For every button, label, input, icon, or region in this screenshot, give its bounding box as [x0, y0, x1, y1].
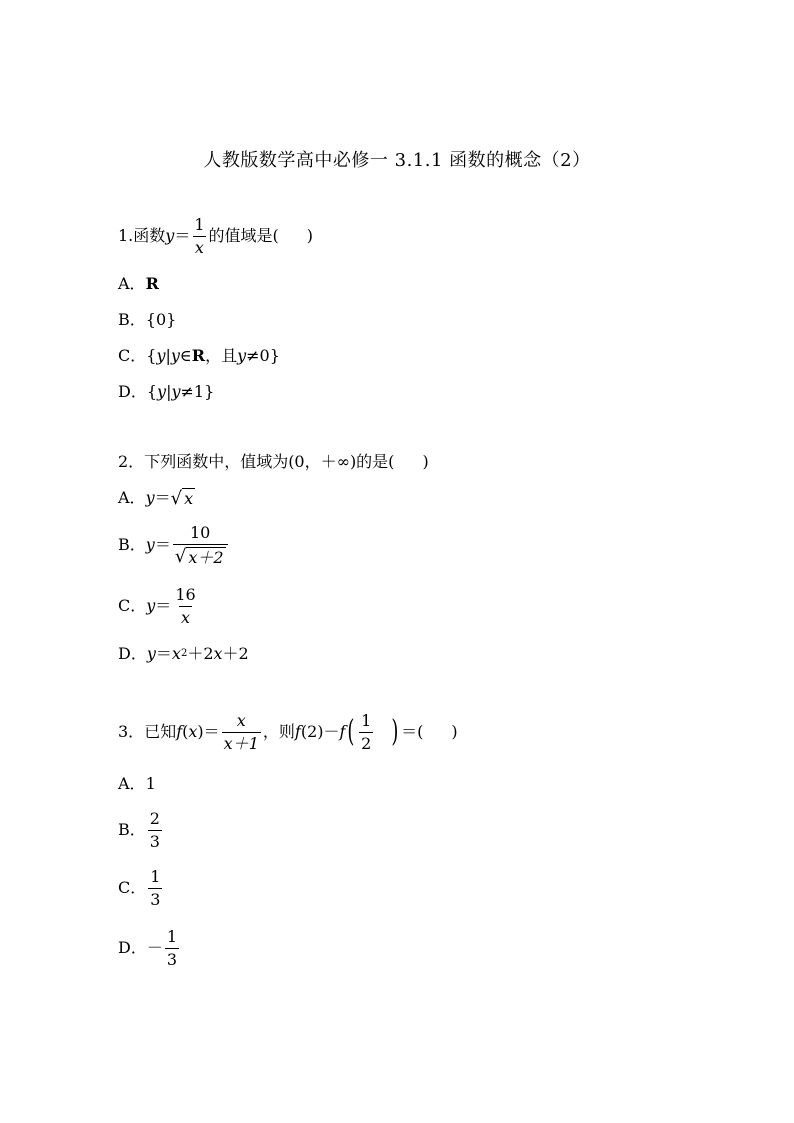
- q1-option-a-text: R: [145, 274, 159, 293]
- q1-frac-num: 1: [194, 215, 205, 234]
- q1-option-c-bar: |: [165, 346, 171, 365]
- q2-option-b-eq: ＝: [154, 535, 171, 555]
- q3-left-paren: (: [347, 714, 355, 750]
- q3-stem-pre: 已知: [144, 722, 177, 742]
- radical-icon: √: [170, 487, 183, 509]
- q3-option-b-num: 2: [149, 809, 160, 828]
- q3-arg2: (2): [300, 722, 324, 742]
- q3-half-fraction: [359, 712, 373, 752]
- q3-option-b-den: 3: [149, 831, 160, 851]
- q3-option-d-num: 1: [166, 927, 178, 946]
- q2-option-b-fraction: [173, 524, 228, 566]
- q1-option-a: [118, 276, 159, 292]
- q2-option-c-eq: ＝: [155, 596, 172, 616]
- q3-option-d-label: D．: [118, 938, 147, 958]
- q3-option-c-num: 1: [150, 867, 161, 886]
- q2-option-d-eq: ＝: [155, 644, 172, 663]
- q2-option-c-den: x: [180, 607, 190, 627]
- q3-half-den: 2: [361, 733, 372, 753]
- q3-option-a: [118, 776, 156, 792]
- q2-option-b-den-wrap: [173, 544, 228, 567]
- q2-stem-text: 下列函数中，值域为(0，＋∞)的是(: [144, 452, 395, 471]
- q2-option-c-y: y: [146, 596, 156, 616]
- q3-f1: f: [176, 722, 183, 742]
- q2-option-b-den: x＋2: [188, 547, 224, 567]
- q1-option-c-ne: ≠0}: [246, 346, 280, 365]
- q3-number: 3．: [118, 722, 145, 742]
- q3-minus: －: [323, 722, 340, 742]
- q1-option-c-brace: {: [146, 346, 157, 365]
- q2-option-a-label: A．: [118, 487, 146, 507]
- q1-option-d: [118, 384, 214, 400]
- q1-option-c-label: C．: [118, 346, 147, 365]
- q2-option-c-label: C．: [118, 596, 147, 616]
- q1-option-b: [118, 312, 176, 328]
- q3-frac-num: x: [236, 711, 246, 730]
- q2-option-a-y: y: [145, 487, 155, 507]
- q3-stem: [118, 712, 458, 752]
- q3-frac-den: x＋1: [223, 733, 259, 753]
- q1-option-d-y2: y: [171, 382, 181, 401]
- q1-option-c-mid: ，且: [205, 346, 238, 365]
- q1-option-c-R: R: [191, 346, 206, 365]
- q2-option-a-eq: ＝: [154, 487, 171, 507]
- q1-option-d-bar: |: [166, 382, 172, 401]
- q3-option-c-fraction: [148, 868, 162, 908]
- q2-option-c: [118, 586, 200, 626]
- q2-option-a-sqrt: [171, 488, 196, 508]
- q2-option-a-radicand: x: [184, 489, 194, 508]
- q2-option-d-y: y: [146, 644, 156, 663]
- q3-option-d-den: 3: [166, 949, 178, 969]
- q3-right-paren: ): [391, 714, 399, 750]
- q1-option-d-label: D．: [118, 382, 147, 401]
- q2-option-d-tail: ＋2: [222, 644, 249, 663]
- q2-option-b-y: y: [145, 535, 155, 555]
- q3-f3: f: [339, 722, 346, 742]
- q3-fraction: [222, 712, 261, 752]
- q1-option-c-y1: y: [156, 346, 166, 365]
- q1-number: 1.: [118, 226, 134, 246]
- page-title: 人教版数学高中必修一 3.1.1 函数的概念（2）: [203, 150, 591, 171]
- q1-option-a-label: A．: [118, 274, 146, 293]
- q2-option-d-label: D．: [118, 644, 147, 663]
- q3-option-b-label: B．: [118, 820, 146, 840]
- q3-option-c: [118, 868, 164, 908]
- q3-option-c-den: 3: [150, 889, 161, 909]
- q1-option-c: [118, 348, 280, 364]
- q1-option-d-brace: {: [146, 382, 158, 401]
- q1-option-d-ne: ≠1}: [180, 382, 215, 401]
- q3-option-d-minus: －: [146, 938, 163, 958]
- q3-option-a-text: 1: [145, 774, 156, 793]
- q1-option-d-y1: y: [157, 382, 167, 401]
- q3-f2: f: [294, 722, 301, 742]
- q3-half-num: 1: [361, 711, 372, 730]
- q3-fx-close: ): [197, 722, 204, 742]
- q1-option-b-label: B．: [118, 310, 146, 329]
- q3-option-b: [118, 810, 164, 850]
- q2-close: ): [422, 452, 429, 471]
- q3-comma: ，则: [262, 722, 295, 742]
- q1-var-y: y: [165, 226, 175, 246]
- q3-x1: x: [188, 722, 198, 742]
- q3-option-d: [118, 928, 181, 968]
- q2-option-b: [118, 524, 230, 566]
- q2-option-d-sup: 2: [180, 648, 188, 659]
- q3-option-c-label: C．: [118, 878, 147, 898]
- q1-option-c-in: ∈: [179, 346, 192, 365]
- q1-stem: [118, 216, 313, 256]
- q1-option-c-y2: y: [170, 346, 180, 365]
- q2-option-c-fraction: [173, 586, 197, 626]
- q1-stem-post: 的值域是(: [208, 226, 279, 246]
- q3-option-a-label: A．: [118, 774, 146, 793]
- q3-eq2: ＝(: [401, 722, 424, 742]
- q3-option-d-fraction: [165, 928, 179, 968]
- q1-close: ): [306, 226, 314, 246]
- q1-frac-den: x: [194, 237, 204, 257]
- q3-option-b-fraction: [148, 810, 162, 850]
- radical-icon: √: [174, 546, 187, 568]
- q2-option-d-x2: x: [213, 644, 223, 663]
- q1-eq: ＝: [174, 226, 191, 246]
- q2-option-d-plus2: ＋2: [187, 644, 214, 663]
- q1-option-c-y3: y: [237, 346, 247, 365]
- q2-option-c-num: 16: [175, 585, 196, 604]
- q3-fx-open: (: [182, 722, 189, 742]
- q2-option-d-x: x: [171, 644, 181, 663]
- q2-option-b-sqrt: [175, 547, 226, 567]
- q1-stem-pre: 函数: [133, 226, 166, 246]
- q2-option-d: [118, 646, 249, 662]
- q2-option-b-num: 10: [190, 523, 211, 542]
- q2-option-b-label: B．: [118, 535, 146, 555]
- q1-fraction: [192, 216, 206, 256]
- q2-option-a: [118, 488, 195, 508]
- q3-eq: ＝: [203, 722, 220, 742]
- q2-number: 2．: [118, 452, 145, 471]
- q1-option-b-text: {0}: [145, 310, 177, 329]
- q2-stem: [118, 454, 429, 470]
- q3-close: ): [451, 722, 458, 742]
